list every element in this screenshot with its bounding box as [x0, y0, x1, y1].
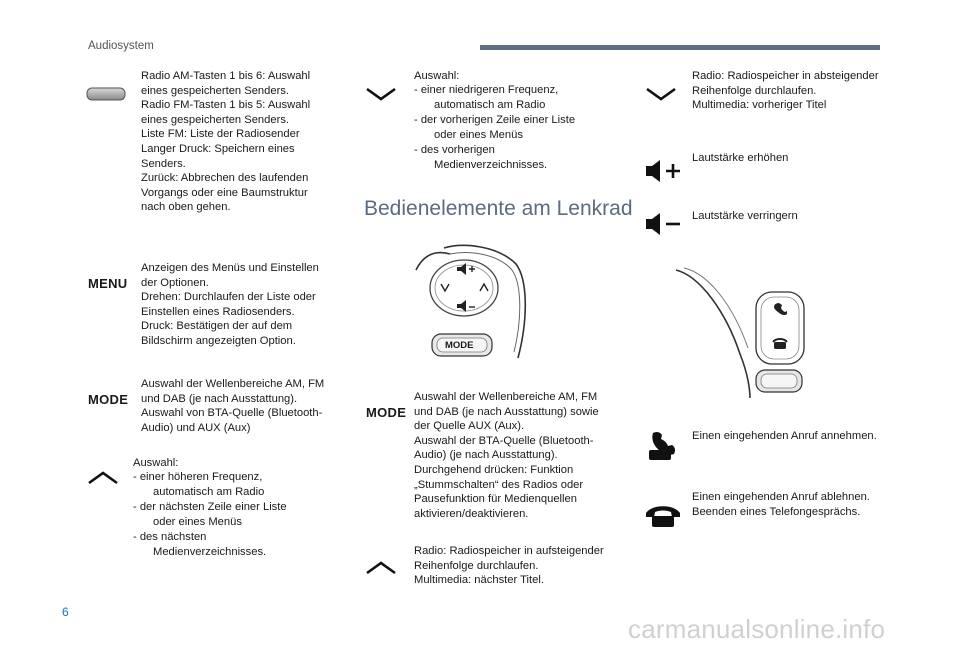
phone-reject-icon: [644, 503, 682, 529]
watermark: carmanualsonline.info: [628, 614, 886, 644]
page-number: 6: [62, 605, 69, 619]
steering-wheel-left-controls-illustration: [406, 240, 536, 380]
chevron-down-icon-2: [644, 86, 678, 102]
steering-wheel-right-controls-illustration: [670, 262, 830, 402]
volume-up-icon: [644, 158, 684, 184]
menu-label: MENU: [88, 276, 128, 291]
next-description: Radio: Radiospeicher in aufsteigender Reihenfolge durchlaufen. Multimedia: nächster Titel.: [414, 545, 604, 587]
preset-button-icon: [86, 86, 126, 102]
up-item-3: - des nächsten Medienverzeichnisses.: [133, 531, 267, 558]
preset-description: Radio AM-Tasten 1 bis 6: Auswahl eines gespeicherten Senders. Radio FM-Tasten 1 bis 5: Auswahl eines gespeicherten Senders. Liste FM: Liste der Radiosender Langer Druck: Speichern eines Senders. Zurück: Abbrechen des laufenden Vorgangs oder eine Baumstruktur nach oben gehen.: [141, 70, 311, 214]
menu-description: Anzeigen des Menüs und Einstellen der Optionen. Drehen: Durchlaufen der Liste oder Einstellen eines Radiosenders. Druck: Bestätigen der auf dem Bildschirm angezeigten Option.: [141, 262, 319, 347]
volume-up-description: Lautstärke erhöhen: [692, 152, 789, 164]
phone-answer-icon: [644, 430, 678, 462]
chevron-down-icon: [364, 86, 398, 102]
mode-label: MODE: [88, 392, 129, 407]
chevron-up-icon-2: [364, 560, 398, 576]
up-item-2: - der nächsten Zeile einer Liste oder eines Menüs: [133, 501, 287, 528]
section-title: Bedienelemente am Lenkrad: [364, 197, 633, 220]
header-section-title: Audiosystem: [88, 40, 154, 52]
phone-answer-mini-icon: [774, 303, 787, 315]
mode-button-label: MODE: [445, 340, 474, 351]
header-bar: [480, 45, 880, 50]
phone-reject-mini-icon: [773, 339, 787, 349]
volume-down-description: Lautstärke verringern: [692, 210, 798, 222]
down-item-1: - einer niedrigeren Frequenz, automatisch am Radio: [414, 84, 559, 111]
down-item-3: - des vorherigen Medienverzeichnisses.: [414, 144, 548, 171]
reject-description: Einen eingehenden Anruf ablehnen. Beenden eines Telefongesprächs.: [692, 491, 870, 518]
down-title: Auswahl:: [414, 70, 460, 82]
mode-label-2: MODE: [366, 405, 407, 420]
answer-description: Einen eingehenden Anruf annehmen.: [692, 430, 877, 442]
up-item-1: - einer höheren Frequenz, automatisch am Radio: [133, 471, 265, 498]
volume-up-mini-icon: [457, 263, 475, 275]
volume-down-icon: [644, 211, 684, 237]
chevron-up-icon: [86, 470, 120, 486]
mode-description-2: Auswahl der Wellenbereiche AM, FM und DAB (je nach Ausstattung) sowie der Quelle AUX (Aux). Auswahl der BTA-Quelle (Bluetooth- Audio) (je nach Ausstattung). Durchgehend drücken: Funktion „Stummschalten“ des Radios oder Pausefunktion für Medienquellen aktivieren/deaktivieren.: [414, 391, 599, 520]
down-item-2: - der vorherigen Zeile einer Liste oder eines Menüs: [414, 114, 576, 141]
mode-description: Auswahl der Wellenbereiche AM, FM und DAB (je nach Ausstattung). Auswahl von BTA-Quelle (Bluetooth- Audio) und AUX (Aux): [141, 378, 325, 434]
prev-description: Radio: Radiospeicher in absteigender Reihenfolge durchlaufen. Multimedia: vorheriger Titel: [692, 70, 879, 112]
up-title: Auswahl:: [133, 457, 179, 469]
